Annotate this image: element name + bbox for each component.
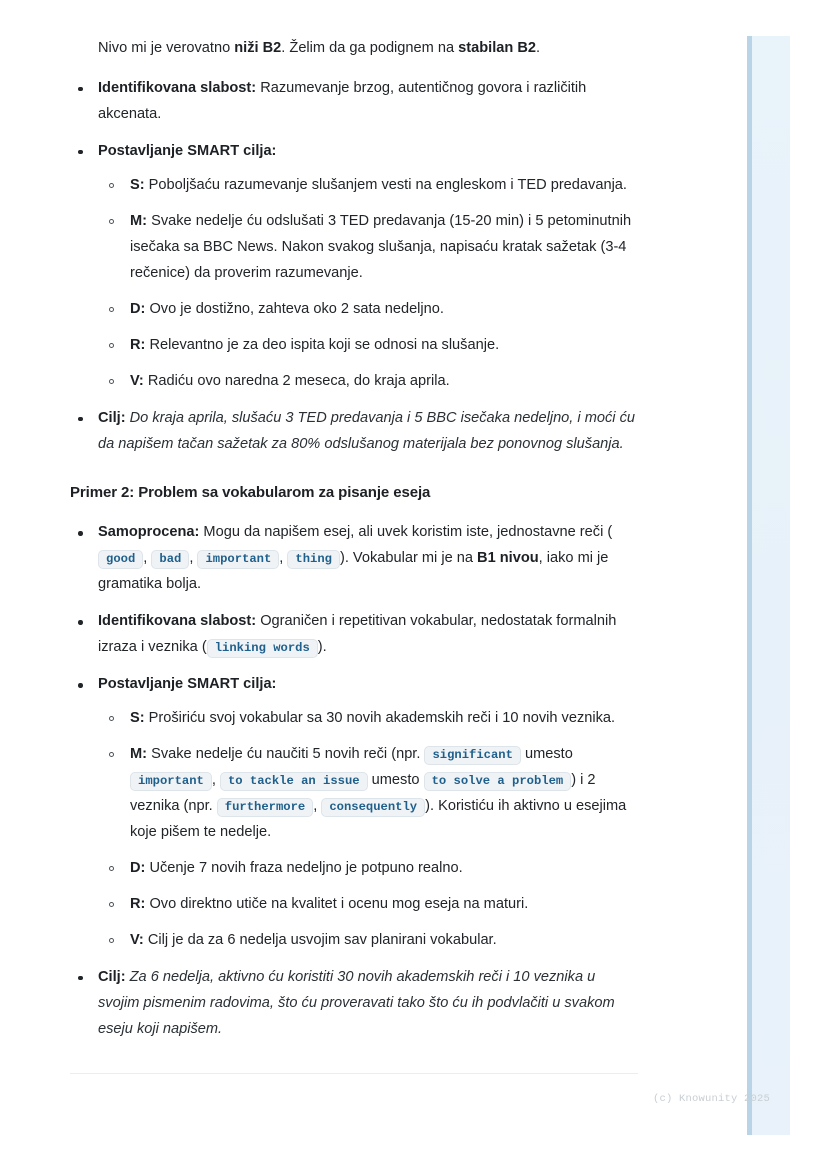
smart-v-key: V: [130, 372, 144, 389]
smart-d-item [98, 297, 638, 323]
example2-smart-m-key: M: [130, 746, 148, 763]
example2-smart-header: Postavljanje SMART cilja: [98, 676, 277, 693]
example1-list [70, 76, 638, 458]
example1-weakness-text: Razumevanje brzog, autentičnog govora i različitih akcenata. [98, 79, 587, 122]
code-chip-linking-words: linking words [207, 639, 318, 658]
footer-watermark: (c) Knowunity 2025 [652, 1092, 770, 1105]
self-assessment-level-bold: B1 nivou [477, 550, 539, 567]
lead-pre: Nivo mi je verovatno [98, 40, 235, 56]
example2-smart-m-part3: , [211, 772, 220, 789]
right-panel-edge [747, 36, 752, 1135]
code-chip-important: important [197, 550, 279, 569]
lead-paragraph [70, 36, 638, 62]
smart-s-text: Poboljšaću razumevanje slušanjem vesti na engleskom i TED predavanja. [144, 176, 627, 193]
smart-d-text: Ovo je dostižno, zahteva oko 2 sata nedeljno. [145, 300, 444, 317]
example2-smart-m-part1: Svake nedelje ću naučiti 5 novih reči (npr. [147, 746, 425, 763]
self-assessment-part2: ). Vokabular mi je na [339, 550, 478, 567]
smart-v-text: Radiću ovo naredna 2 meseca, do kraja aprila. [143, 372, 450, 389]
example2-smart-list [98, 706, 638, 954]
example2-smart-r-key: R: [130, 895, 146, 912]
self-assessment-label: Samoprocena: [98, 524, 200, 541]
example1-smart-item [70, 139, 638, 395]
example2-smart-m-part4: umesto [367, 772, 424, 789]
example2-goal-label: Cilj: [98, 968, 126, 985]
example2-goal-item [70, 965, 638, 1043]
example2-smart-m-part7: ). Koristiću ih aktivno u esejima koje pišem te nedelje. [130, 798, 627, 840]
lead-post: . [536, 40, 541, 56]
smart-d-key: D: [130, 300, 146, 317]
example1-weakness-label: Identifikovana slabost: [98, 79, 257, 96]
example2-smart-s-text: Proširiću svoj vokabular sa 30 novih akademskih reči i 10 novih veznika. [144, 710, 616, 727]
example2-smart-r-text: Ovo direktno utiče na kvalitet i ocenu mog eseja na maturi. [145, 895, 529, 912]
example2-weakness-part2: ). [317, 639, 327, 656]
example1-goal-label: Cilj: [98, 409, 126, 426]
lead-bold-current-level: niži B2 [234, 40, 282, 56]
self-assessment-part3: , iako mi je gramatika bolja. [98, 550, 609, 593]
smart-v-item [98, 369, 638, 395]
chip-sep-2: , [189, 550, 198, 567]
example2-smart-m-part5: ) i 2 veznika (npr. [130, 772, 596, 814]
code-chip-thing: thing [287, 550, 340, 569]
example2-smart-m-part6: , [313, 798, 322, 814]
example2-smart-d-text: Učenje 7 novih fraza nedeljno je potpuno realno. [145, 859, 463, 876]
example2-smart-s-key: S: [130, 710, 145, 727]
example2-heading: Primer 2: Problem sa vokabularom za pisanje eseja [70, 483, 431, 501]
code-chip-consequently: consequently [321, 798, 425, 817]
example2-smart-d-key: D: [130, 859, 146, 876]
example2-smart-v-text: Cilj je da za 6 nedelja usvojim sav planirani vokabular. [143, 931, 497, 948]
code-chip-bad: bad [151, 550, 189, 569]
chip-sep-1: , [143, 550, 152, 567]
code-chip-to-tackle-an-issue: to tackle an issue [220, 772, 368, 791]
smart-r-text: Relevantno je za deo ispita koji se odnosi na slušanje. [145, 336, 500, 353]
example2-weakness-part1: Ograničen i repetitivan vokabular, nedostatak formalnih izraza i veznika ( [98, 613, 617, 656]
example2-weakness-label: Identifikovana slabost: [98, 613, 257, 630]
example2-smart-m-part2: umesto [520, 746, 573, 763]
example2-list [70, 520, 638, 1042]
example2-smart-m-item [98, 742, 638, 846]
self-assessment-part1: Mogu da napišem esej, ali uvek koristim iste, jednostavne reči ( [199, 524, 613, 541]
example1-weakness-item [70, 76, 638, 128]
example1-smart-list [98, 173, 638, 395]
smart-m-key: M: [130, 212, 148, 229]
smart-m-text: Svake nedelje ću odslušati 3 TED predavanja (15-20 min) i 5 petominutnih isečaka sa BBC News. Nakon svakog slušanja, napisaću kratak sažetak (3-4 rečenice) da proverim razumevanje. [130, 212, 632, 281]
smart-s-item [98, 173, 638, 199]
example2-smart-s-item [98, 706, 638, 732]
example2-smart-v-key: V: [130, 931, 144, 948]
example2-smart-r-item [98, 892, 638, 918]
example2-weakness-item [70, 609, 638, 661]
example2-goal-text: Za 6 nedelja, aktivno ću koristiti 30 novih akademskih reči i 10 veznika u svojim pismenim radovima, što ću proveravati tako što ću ih podvlačiti u svakom eseju koji napišem. [98, 968, 615, 1037]
code-chip-significant: significant [424, 746, 520, 765]
example2-self-assessment-item [70, 520, 638, 598]
example1-smart-header: Postavljanje SMART cilja: [98, 142, 277, 159]
chip-sep-3: , [279, 550, 288, 567]
smart-s-key: S: [130, 176, 145, 193]
smart-r-item [98, 333, 638, 359]
example2-smart-item [70, 672, 638, 954]
code-chip-important-2: important [130, 772, 212, 791]
lead-bold-target-level: stabilan B2 [458, 40, 537, 56]
example1-goal-text: Do kraja aprila, slušaću 3 TED predavanja i 5 BBC isečaka nedeljno, i moći ću da napišem tačan sažetak za 80% odslušanog materijala bez ponovnog slušanja. [98, 409, 635, 452]
lead-mid: . Želim da ga podignem na [281, 40, 459, 56]
example2-smart-v-item [98, 928, 638, 954]
example2-smart-d-item [98, 856, 638, 882]
code-chip-furthermore: furthermore [217, 798, 313, 817]
example1-goal-item [70, 406, 638, 458]
code-chip-good: good [98, 550, 143, 569]
right-side-panel [752, 36, 790, 1135]
code-chip-to-solve-a-problem: to solve a problem [424, 772, 572, 791]
smart-m-item [98, 209, 638, 287]
smart-r-key: R: [130, 336, 146, 353]
footer-divider [70, 1073, 638, 1074]
